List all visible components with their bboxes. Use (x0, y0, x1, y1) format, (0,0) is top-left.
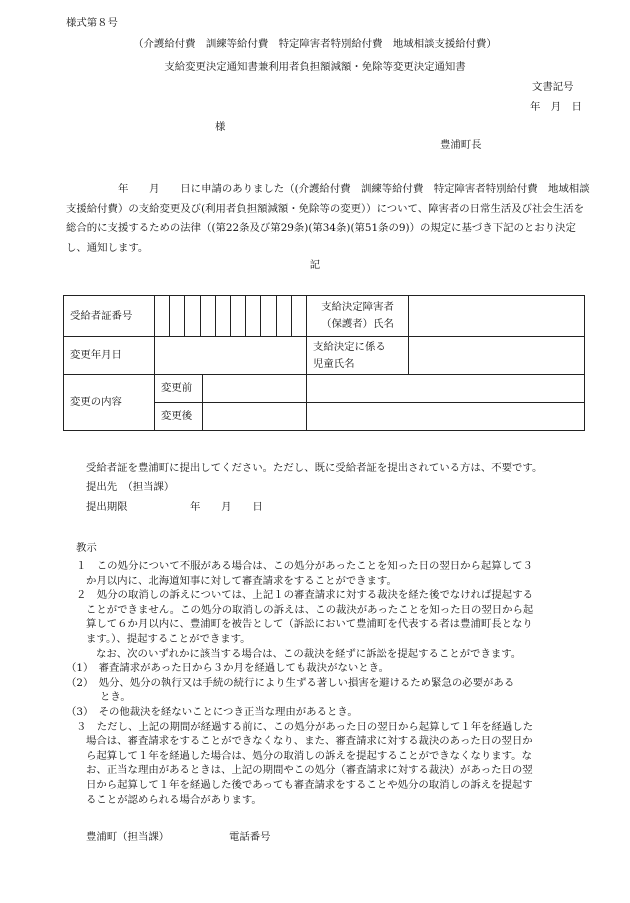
child-label-line1: 支給決定に係る (313, 340, 386, 353)
form-number: 様式第８号 (66, 17, 118, 29)
notice-body: 年 月 日に申請のありました（(介護給付費 訓練等給付費 特定障害者特別給付費 地域相談支援給付費）の支給変更及び(利用者負担額減額・免除等の変更））について、障害者の日常生活及び社会生活を総合的に支援するための法律（(第22条及び第29条)(第34条)(第51条の9)）の規定に基づき下記のとおり決定し、通知します。 (66, 183, 590, 254)
change-content-label: 変更の内容 (64, 375, 155, 431)
instruction-line: ら起算して１年を経過した場合は、処分の取消しの訴えを提起することができなくなります。な (86, 749, 532, 762)
after-label: 変更後 (155, 403, 203, 431)
digit-cell (184, 296, 199, 336)
submission-destination: 提出先 （担当課） (86, 481, 175, 493)
instruction-line: （1） 審査請求があった日から３か月を経過しても裁決がないとき。 (66, 662, 389, 675)
guardian-name-value (409, 296, 585, 337)
instruction-line: お、正当な理由があるときは、上記の期間やこの処分（審査請求に対する裁決）があった日の翌 (86, 764, 533, 777)
cert-number-digits (155, 296, 307, 337)
child-name-value (409, 337, 585, 375)
instruction-line: 日から起算して１年を経過した後であっても審査請求をすることや処分の取消しの訴えを提起す (86, 778, 533, 791)
footer-phone-label: 電話番号 (229, 831, 271, 843)
digit-cell (291, 296, 306, 336)
before-label: 変更前 (155, 375, 203, 403)
digit-cell (169, 296, 184, 336)
submission-deadline-label: 提出期限 (86, 501, 128, 513)
after-value-cont (307, 403, 585, 431)
instruction-line: （3） その他裁決を経ないことにつき正当な理由があるとき。 (66, 705, 358, 718)
cert-number-label: 受給者証番号 (64, 296, 155, 337)
child-name-label (307, 337, 409, 375)
instruction-line: 算して６か月以内に、豊浦町を被告として（訴訟において豊浦町を代表する者は豊浦町長となり (86, 618, 533, 631)
digit-cell (215, 296, 230, 336)
table-row (64, 296, 585, 337)
submission-deadline-date: 年 月 日 (190, 501, 263, 513)
document-title-line1: （介護給付費 訓練等給付費 特定障害者特別給付費 地域相談支援給付費） (133, 38, 497, 50)
instruction-line: 場合は、審査請求をすることができなくなり、また、審査請求に対する裁決のあった日の翌日か (86, 735, 533, 748)
change-date-label: 変更年月日 (64, 337, 155, 375)
digit-cell (245, 296, 260, 336)
digit-cell (276, 296, 291, 336)
digit-cell (200, 296, 215, 336)
instruction-line: １ この処分について不服がある場合は、この処分があったことを知った日の翌日から起算して３ (76, 560, 533, 572)
instruction-line: ることが認められる場合があります。 (86, 793, 262, 806)
submission-note: 受給者証を豊浦町に提出してください。ただし、既に受給者証を提出されている方は、不要です。 (86, 462, 543, 474)
change-date-value (155, 337, 307, 375)
after-value (203, 403, 307, 431)
digit-cell (260, 296, 275, 336)
guardian-label-line2: （保護者）氏名 (321, 318, 394, 330)
issuer-name: 豊浦町長 (440, 139, 482, 151)
recipient-suffix: 様 (215, 121, 226, 133)
footer-department: 豊浦町（担当課） (86, 831, 170, 843)
instruction-line: か月以内に、北海道知事に対して審査請求をすることができます。 (86, 574, 397, 587)
before-value (203, 375, 307, 403)
instructions-body (66, 560, 596, 808)
child-label-line2: 児童氏名 (313, 357, 355, 370)
table-row (64, 337, 585, 375)
instruction-line: ことができません。この処分の取消しの訴えは、この裁決があったことを知った日の翌日から起 (86, 603, 534, 616)
table-row (64, 375, 585, 403)
before-value-cont (307, 375, 585, 403)
instruction-line: ます。）、提起することができます。 (86, 632, 251, 645)
instruction-line: ２ 処分の取消しの訴えについては、上記１の審査請求に対する裁決を経た後でなければ提起する (76, 589, 533, 602)
document-title-line2: 支給変更決定通知書兼利用者負担額減額・免除等変更決定通知書 (164, 61, 466, 73)
digit-cell (230, 296, 245, 336)
document-number-label: 文書記号 (532, 81, 574, 93)
digit-cell (155, 296, 169, 336)
instructions-heading: 教示 (76, 542, 97, 554)
instruction-line: （2） 処分、処分の執行又は手続の続行により生ずる著しい損害を避けるため緊急の必要がある (66, 676, 515, 689)
decision-table (63, 295, 585, 431)
instruction-line: なお、次のいずれかに該当する場合は、この裁決を経ずに訴訟を提起することができます。 (96, 647, 522, 660)
issue-date: 年 月 日 (530, 101, 582, 113)
instruction-line: ３ ただし、上記の期間が経過する前に、この処分があった日の翌日から起算して１年を経過した (76, 720, 534, 733)
ki-marker: 記 (309, 259, 321, 271)
guardian-label-line1: 支給決定障害者 (321, 301, 394, 313)
instruction-line: とき。 (100, 691, 131, 704)
guardian-name-label (307, 296, 409, 337)
